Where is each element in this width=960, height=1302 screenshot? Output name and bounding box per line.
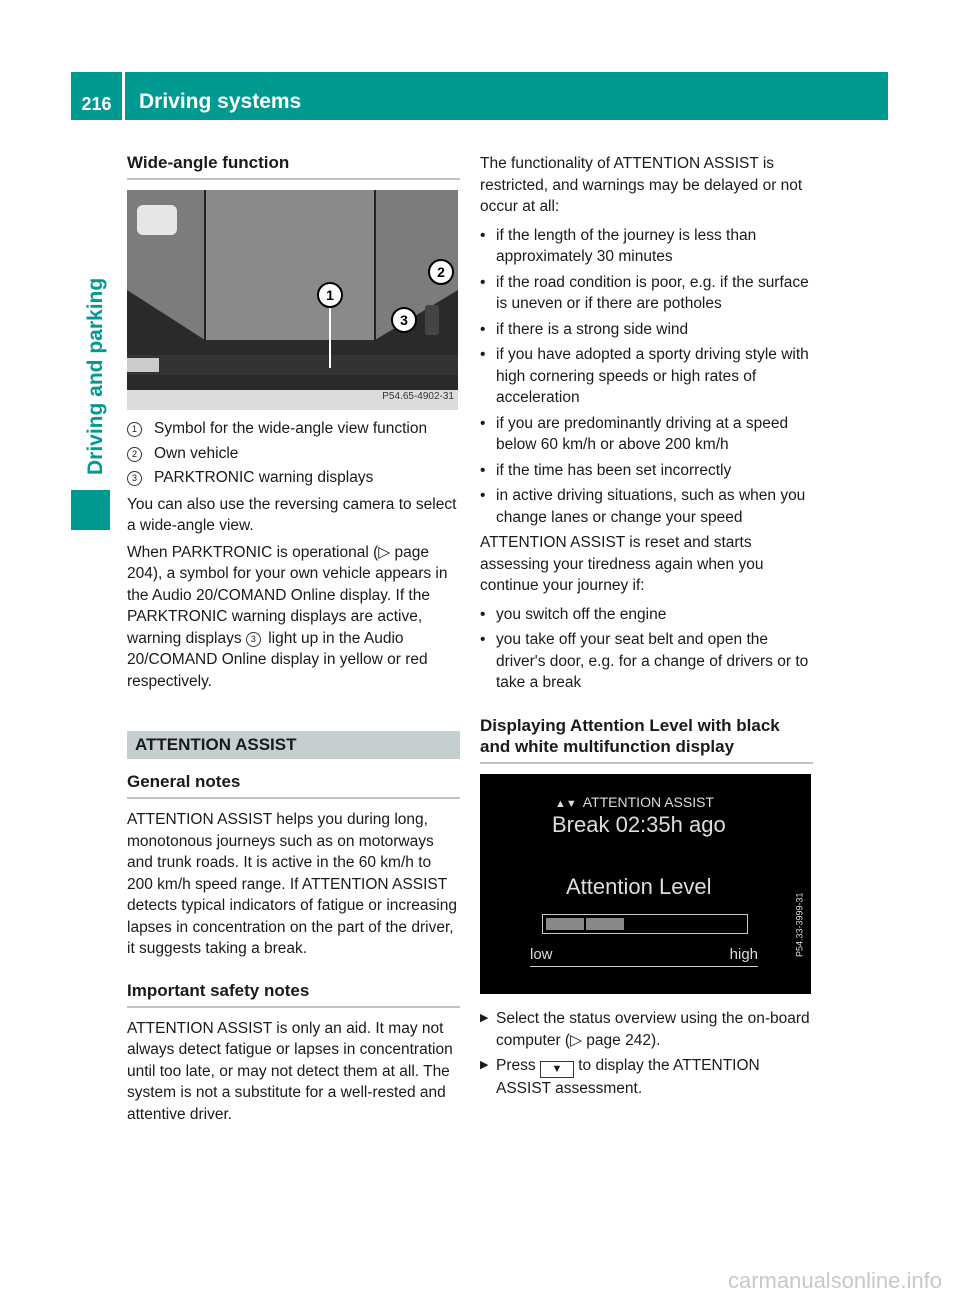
text: if the road condition is poor, e.g. if the surface is uneven or if there are potholes xyxy=(496,273,809,312)
legend-item xyxy=(127,467,460,489)
list-item: • if you have adopted a sporty driving style with high cornering speeds or high rates of acceleration xyxy=(480,344,813,409)
callout-number: 1 xyxy=(127,422,142,437)
svg-text:3: 3 xyxy=(400,312,408,328)
watermark: carmanualsonline.info xyxy=(727,1268,942,1293)
multifunction-display-figure xyxy=(480,774,811,994)
figure-code: P54.33-3999-31 xyxy=(794,892,805,958)
list-item: • in active driving situations, such as when you change lanes or change your speed xyxy=(480,485,813,528)
general-notes-text: ATTENTION ASSIST helps you during long, monotonous journeys such as on motorways and trunk roads. It is active in the 60 km/h to 200 km/h speed range. If ATTENTION ASSIST detects typical indicators of fatigue or increasing lapses in concentration on the part of the driver, it suggests taking a break. xyxy=(127,811,457,957)
instruction-step: ▶ Select the status overview using the on-board computer (▷ page 242). xyxy=(480,1008,813,1051)
svg-text:2: 2 xyxy=(437,264,445,280)
scale-low: low xyxy=(530,946,553,963)
wide-angle-heading: Wide-angle function xyxy=(127,152,460,180)
text: if the time has been set incorrectly xyxy=(496,461,732,479)
chapter-title: Driving systems xyxy=(139,90,302,113)
text: if the length of the journey is less than approximately 30 minutes xyxy=(496,226,757,265)
attention-level-bar xyxy=(542,914,748,934)
list-item: • if the length of the journey is less than approximately 30 minutes xyxy=(480,225,813,268)
list-item: • if the road condition is poor, e.g. if the surface is uneven or if there are potholes xyxy=(480,272,813,315)
svg-text:1: 1 xyxy=(326,287,334,303)
callout-3 xyxy=(392,308,416,332)
text: Select the status overview using the on-board computer (▷ page 242). xyxy=(496,1010,810,1049)
page-number: 216 xyxy=(71,72,125,120)
list-item: • you take off your seat belt and open the driver's door, e.g. for a change of drivers or to take a break xyxy=(480,629,813,694)
down-button-icon: ▼ xyxy=(540,1061,574,1078)
camera-figure xyxy=(127,190,458,410)
section-tab-marker xyxy=(71,490,110,530)
list-item: • if there is a strong side wind xyxy=(480,319,813,341)
level-scale xyxy=(530,944,758,967)
display-heading: Displaying Attention Level with black and white multifunction display xyxy=(480,715,813,764)
safety-notes-heading: Important safety notes xyxy=(127,980,460,1008)
text: light up in the Audio 20/COMAND Online display in yellow or red respectively. xyxy=(127,629,428,690)
section-band: ATTENTION ASSIST xyxy=(127,731,460,759)
list-item: • if you are predominantly driving at a speed below 60 km/h or above 200 km/h xyxy=(480,413,813,456)
callout-number: 2 xyxy=(127,447,142,462)
instruction-step: ▶ Press ▼ to display the ATTENTION ASSIST assessment. xyxy=(480,1057,760,1097)
right-column xyxy=(480,153,813,698)
break-time: Break 02:35h ago xyxy=(552,812,726,837)
paragraph: You can also use the reversing camera to select a wide-angle view. xyxy=(127,495,457,534)
text: if you have adopted a sporty driving style with high cornering speeds or high rates of acceleration xyxy=(496,346,809,406)
display-section xyxy=(480,715,813,1104)
legend-text: Own vehicle xyxy=(154,444,239,462)
callout-number: 3 xyxy=(246,632,261,647)
legend-item xyxy=(127,443,460,465)
text: to display the ATTENTION ASSIST assessment. xyxy=(496,1057,760,1097)
paragraph: The functionality of ATTENTION ASSIST is restricted, and warnings may be delayed or not occur at all: xyxy=(480,155,803,215)
callout-2 xyxy=(429,260,453,284)
figure-code: P54.65-4902-31 xyxy=(382,390,454,402)
callout-number: 3 xyxy=(127,471,142,486)
general-notes-heading: General notes xyxy=(127,771,460,799)
section-tab-label: Driving and parking xyxy=(84,277,107,475)
camera-image xyxy=(127,190,458,390)
legend-item xyxy=(127,418,460,440)
legend-text: Symbol for the wide-angle view function xyxy=(154,420,428,437)
text: if there is a strong side wind xyxy=(496,320,689,338)
attention-level-label: Attention Level xyxy=(566,874,712,899)
left-column xyxy=(127,152,460,697)
page-header xyxy=(71,72,888,120)
display-title: ATTENTION ASSIST xyxy=(582,794,714,810)
scale-high: high xyxy=(729,946,758,963)
safety-notes-text: ATTENTION ASSIST is only an aid. It may not always detect fatigue or lapses in concentration until too late, or may not detect them at all. The system is not a substitute for a well-rested and attentive driver. xyxy=(127,1019,453,1123)
text: in active driving situations, such as when you change lanes or change your speed xyxy=(496,487,806,526)
list-item: • you switch off the engine xyxy=(480,604,813,626)
paragraph xyxy=(127,542,460,693)
paragraph: ATTENTION ASSIST is reset and starts assessing your tiredness again when you continue your journey if: xyxy=(480,534,764,594)
up-down-arrows-icon: ▲▼ xyxy=(555,798,577,810)
text: you take off your seat belt and open the driver's door, e.g. for a change of drivers or to take a break xyxy=(496,631,809,691)
text: When PARKTRONIC is operational (▷ page 204), a symbol for your own vehicle appears in the Audio 20/COMAND Online display. If the PARKTRONIC warning displays are active, warning displays xyxy=(127,543,448,647)
figure-legend xyxy=(127,418,460,489)
text: Press xyxy=(496,1057,536,1074)
attention-level-fill xyxy=(546,918,624,930)
attention-assist-section xyxy=(127,731,460,1130)
text: if you are predominantly driving at a speed below 60 km/h or above 200 km/h xyxy=(496,414,789,453)
text: you switch off the engine xyxy=(496,605,667,623)
list-item: • if the time has been set incorrectly xyxy=(480,460,813,482)
legend-text: PARKTRONIC warning displays xyxy=(154,469,374,486)
